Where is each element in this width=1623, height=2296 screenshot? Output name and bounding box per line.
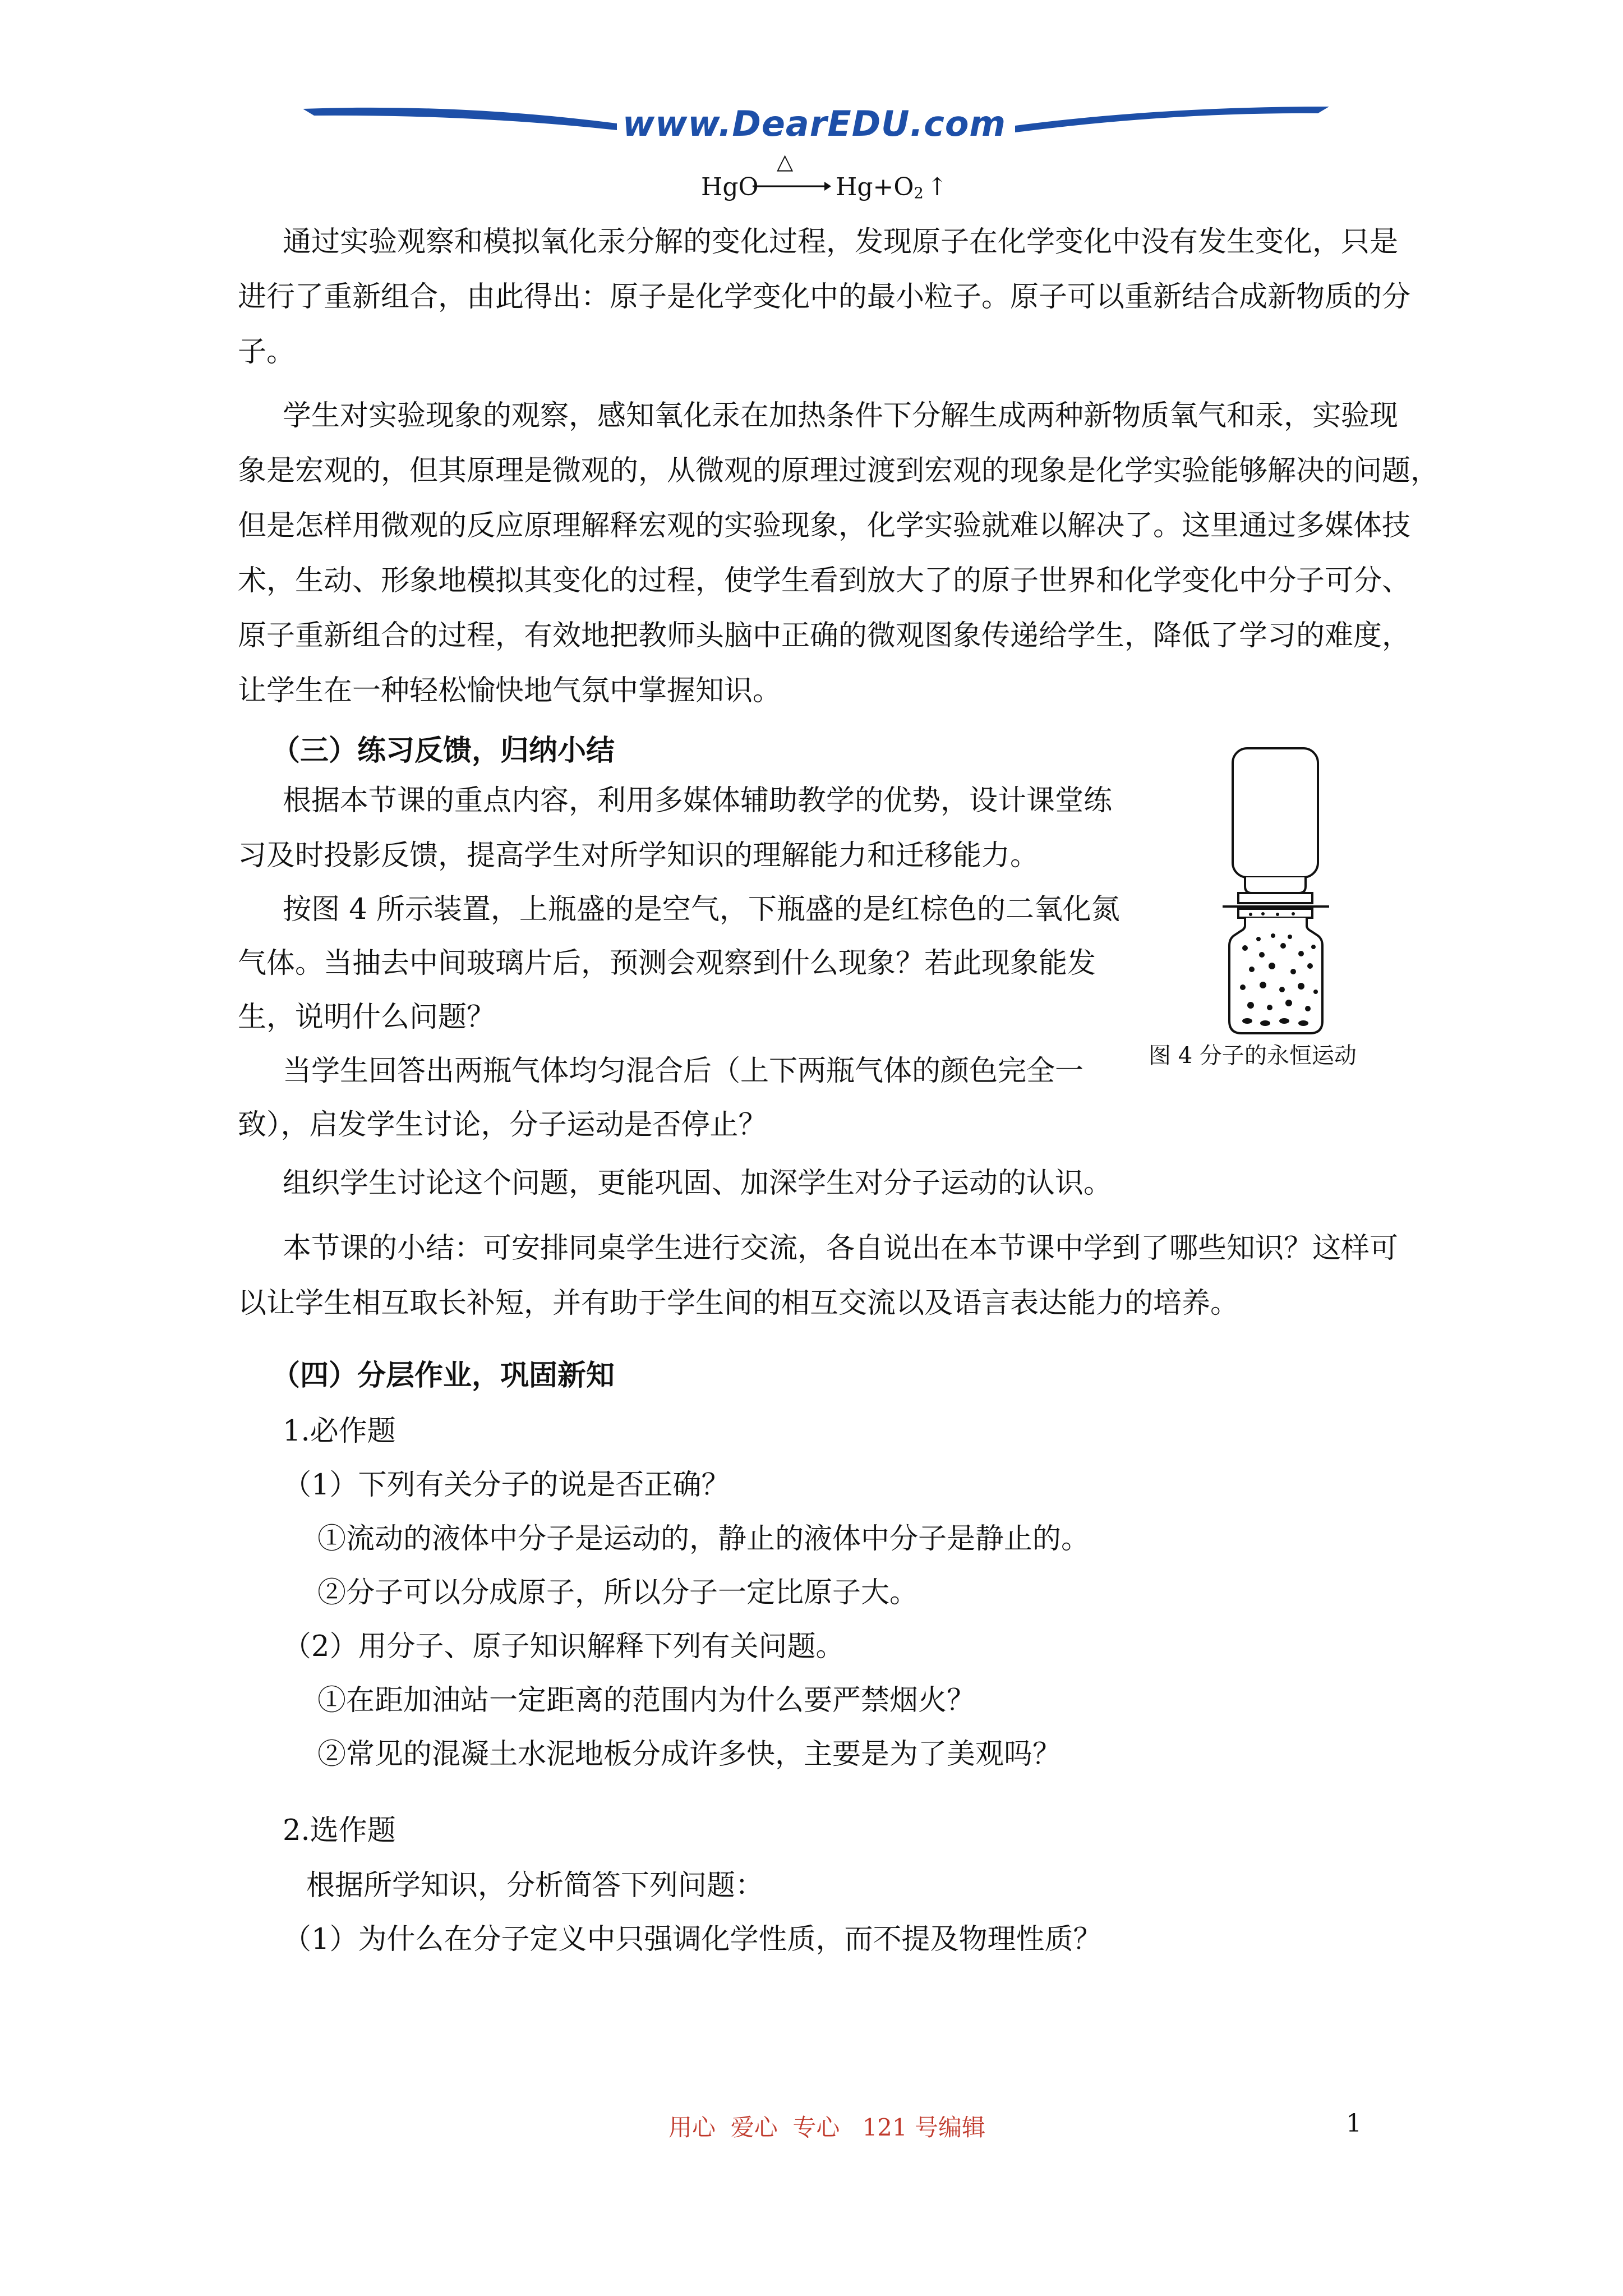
text-line: 象是宏观的，但其原理是微观的，从微观的原理过渡到宏观的现象是化学实验能够解决的问题， [238,454,1440,487]
section-4-heading: （四）分层作业，巩固新知 [271,1359,615,1392]
question-1: （1）下列有关分子的说是否正确？ [283,1469,730,1502]
text-line: 让学生在一种轻松愉快地气氛中掌握知识。 [238,674,782,707]
optional-intro: 根据所学知识，分析简答下列问题： [306,1869,764,1902]
footer-slogan: 用心 爱心 专心 121 号编辑 [668,2114,985,2141]
question-1-a: ①流动的液体中分子是运动的，静止的液体中分子是静止的。 [317,1522,1090,1556]
figure-4 [1149,746,1380,1083]
gas-up-arrow-icon: ↑ [926,173,948,201]
reaction-arrow-icon [753,180,831,193]
banner-swoosh-right [1015,101,1329,151]
required-exercises-title: 1.必作题 [283,1415,396,1448]
text-line: 进行了重新组合，由此得出：原子是化学变化中的最小粒子。原子可以重新结合成新物质的分 [238,280,1411,314]
text-line: 生，说明什么问题？ [238,1001,496,1034]
equation-condition: △ [777,149,794,174]
question-1-b: ②分子可以分成原子，所以分子一定比原子大。 [317,1576,919,1609]
text-line: 通过实验观察和模拟氧化汞分解的变化过程，发现原子在化学变化中没有发生变化，只是 [283,226,1399,259]
text-line: 致），启发学生讨论，分子运动是否停止？ [238,1108,767,1142]
header-banner [303,101,1329,151]
text-line: 以让学生相互取长补短，并有助于学生间的相互交流以及语言表达能力的培养。 [238,1287,1239,1320]
question-2-a: ①在距加油站一定距离的范围内为什么要严禁烟火？ [317,1684,976,1717]
question-2-b: ②常见的混凝土水泥地板分成许多快，主要是为了美观吗？ [317,1738,1062,1771]
equation-reactant: HgO [701,173,759,201]
question-2: （2）用分子、原子知识解释下列有关问题。 [283,1630,845,1663]
text-line: 当学生回答出两瓶气体均匀混合后（上下两瓶气体的颜色完全一 [283,1055,1084,1088]
optional-exercises-title: 2.选作题 [283,1814,396,1847]
text-line: 学生对实验现象的观察，感知氧化汞在加热条件下分解生成两种新物质氧气和汞，实验现 [283,399,1399,432]
section-3-heading: （三）练习反馈，归纳小结 [271,734,615,767]
figure-caption: 图 4 分子的永恒运动 [1149,1043,1357,1069]
text-line: 按图 4 所示装置，上瓶盛的是空气，下瓶盛的是红棕色的二氧化氮 [283,893,1120,926]
discussion-line: 组织学生讨论这个问题，更能巩固、加深学生对分子运动的认识。 [283,1167,1113,1200]
banner-swoosh-left [303,101,617,151]
oxygen-subscript: 2 [914,185,924,203]
decomposition-equation [701,149,948,203]
text-line: 但是怎样用微观的反应原理解释宏观的实验现象，化学实验就难以解决了。这里通过多媒体技 [238,509,1411,542]
gas-bottles-illustration [1211,746,1380,1038]
text-line: 原子重新组合的过程，有效地把教师头脑中正确的微观图象传递给学生，降低了学习的难度， [238,619,1411,652]
text-line: 气体。当抽去中间玻璃片后，预测会观察到什么现象？若此现象能发 [238,947,1096,980]
text-line: 习及时投影反馈，提高学生对所学知识的理解能力和迁移能力。 [238,839,1039,872]
text-line: 术，生动、形象地模拟其变化的过程，使学生看到放大了的原子世界和化学变化中分子可分、 [238,564,1411,597]
page-number: 1 [1346,2109,1362,2138]
optional-question-1: （1）为什么在分子定义中只强调化学性质，而不提及物理性质？ [283,1923,1102,1956]
site-url[interactable]: www.DearEDU.com [623,103,1007,144]
equation-product: $Hg+O_2$ ↑ [836,173,948,203]
text-line: 本节课的小结：可安排同桌学生进行交流，各自说出在本节课中学到了哪些知识？这样可 [283,1232,1399,1265]
text-line: 子。 [238,335,296,369]
text-line: 根据本节课的重点内容，利用多媒体辅助教学的优势，设计课堂练 [283,784,1113,817]
